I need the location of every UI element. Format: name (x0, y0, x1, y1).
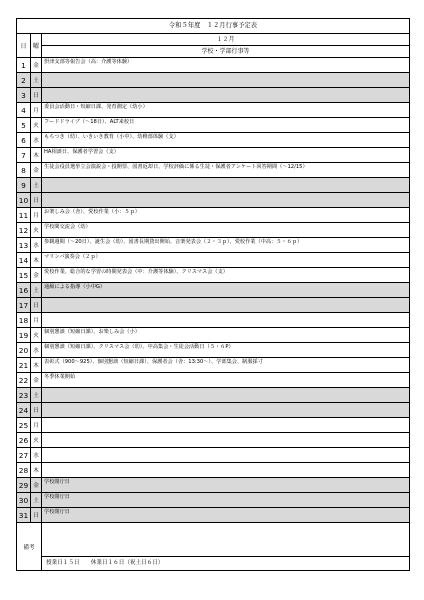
table-row (17, 238, 409, 253)
table-row (17, 388, 409, 403)
row-day: 18 (17, 313, 31, 327)
table-row (17, 118, 409, 133)
row-weekday: 日 (31, 193, 42, 207)
table-row (17, 133, 409, 148)
header-weekday: 曜 (31, 34, 42, 57)
row-event (42, 298, 409, 312)
table-row (17, 403, 409, 418)
row-day: 3 (17, 88, 31, 102)
row-event: 個別懇談（短縮日課）、お楽しみ会（小） (44, 329, 140, 335)
row-weekday: 木 (31, 253, 42, 267)
table-row (17, 358, 409, 373)
row-event: 参観週間（～20日）、誕生会（幼）、図書長期貸出開始、音楽発表会（２・３ｐ）、愛校作業（中高：５・６ｐ） (44, 239, 303, 245)
row-event: 委員会活動日・短縮日課、発育測定（幼小） (44, 104, 148, 110)
schedule-table (16, 18, 410, 571)
table-row (17, 208, 409, 223)
row-weekday: 火 (31, 223, 42, 237)
row-day: 14 (17, 253, 31, 267)
table-row (17, 73, 409, 88)
table-row (17, 328, 409, 343)
row-event (42, 433, 409, 447)
row-day: 17 (17, 298, 31, 312)
table-row (17, 463, 409, 478)
schedule-rows (17, 58, 409, 523)
row-event (42, 178, 409, 192)
row-event: もちつき（幼）、いきいき教育（小中）、幼稚部体験（支） (44, 134, 179, 140)
row-weekday: 火 (31, 328, 42, 342)
row-weekday: 金 (31, 268, 42, 282)
row-day: 24 (17, 403, 31, 417)
table-row (17, 478, 409, 493)
table-row (17, 493, 409, 508)
row-event: 摂津支部等報告会（高：介護等体験） (44, 59, 133, 65)
row-event: 冬季休業開始 (44, 374, 76, 380)
row-weekday: 土 (31, 283, 42, 297)
table-row (17, 508, 409, 523)
row-event: 学校間交流会（幼） (44, 224, 91, 230)
row-weekday: 月 (31, 103, 42, 117)
row-weekday: 日 (31, 298, 42, 312)
table-row (17, 298, 409, 313)
row-day: 11 (17, 208, 31, 222)
row-weekday: 日 (31, 508, 42, 522)
row-weekday: 土 (31, 178, 42, 192)
row-day: 30 (17, 493, 31, 507)
table-row (17, 103, 409, 118)
row-day: 19 (17, 328, 31, 342)
row-day: 21 (17, 358, 31, 372)
row-weekday: 日 (31, 403, 42, 417)
header-month: １２月 (42, 34, 409, 46)
row-weekday: 金 (31, 373, 42, 387)
notes-summary: 授業日１５日 休業日１６日（祝土日６日） (46, 560, 164, 566)
row-event: 学校閉庁日 (42, 508, 409, 522)
row-event: 愛校作業、総合的な学習の時間発表会（中：介護等体験）、クリスマス会（支） (44, 269, 228, 275)
row-day: 31 (17, 508, 31, 522)
row-day: 9 (17, 178, 31, 192)
row-day: 6 (17, 133, 31, 147)
row-event: 学校閉庁日 (42, 493, 409, 507)
row-day: 15 (17, 268, 31, 282)
row-day: 5 (17, 118, 31, 132)
table-row (17, 163, 409, 178)
row-event (42, 418, 409, 432)
header-content (42, 34, 409, 57)
row-weekday: 木 (31, 463, 42, 477)
row-event (42, 73, 409, 87)
row-weekday: 木 (31, 358, 42, 372)
row-day: 8 (17, 163, 31, 177)
row-day: 16 (17, 283, 31, 297)
row-event: 学校閉庁日 (42, 478, 409, 492)
table-row (17, 223, 409, 238)
row-weekday: 月 (31, 418, 42, 432)
table-row (17, 253, 409, 268)
row-event (42, 193, 409, 207)
row-weekday: 水 (31, 133, 42, 147)
header-day: 日 (17, 34, 31, 57)
table-row (17, 313, 409, 328)
table-row (17, 268, 409, 283)
row-day: 27 (17, 448, 31, 462)
row-weekday: 土 (31, 388, 42, 402)
row-weekday: 金 (31, 163, 42, 177)
table-header (17, 34, 409, 58)
table-row (17, 58, 409, 73)
row-event: マリンバ演奏会（２ｐ） (44, 254, 101, 260)
row-weekday: 日 (31, 88, 42, 102)
row-event (42, 88, 409, 102)
row-day: 23 (17, 388, 31, 402)
row-event: フードドライブ（～18日）、ALT来校日 (44, 119, 135, 125)
row-day: 28 (17, 463, 31, 477)
table-row (17, 433, 409, 448)
row-day: 26 (17, 433, 31, 447)
row-day: 7 (17, 148, 31, 162)
table-row (17, 88, 409, 103)
row-event: 生徒会役員選挙立会演説会・投開票、図書返却日、学校評価に係る生徒・保護者アンケート回答期間（～12/15） (44, 164, 308, 170)
row-day: 25 (17, 418, 31, 432)
page-title: 令和５年度 １２月行事予定表 (17, 19, 409, 34)
row-day: 10 (17, 193, 31, 207)
table-row (17, 148, 409, 163)
table-row (17, 283, 409, 298)
notes-section (17, 523, 409, 570)
table-row (17, 373, 409, 388)
row-event: HA相談日、保護者学習会（支） (44, 149, 119, 155)
row-weekday: 土 (31, 493, 42, 507)
row-weekday: 水 (31, 343, 42, 357)
notes-blank (42, 523, 409, 557)
row-day: 4 (17, 103, 31, 117)
row-weekday: 金 (31, 58, 42, 72)
table-row (17, 193, 409, 208)
row-weekday: 木 (31, 148, 42, 162)
row-event: 個別懇談（短縮日課）、クリスマス会（幼）、中高集会・生徒会活動日（５・６P） (44, 344, 234, 350)
table-row (17, 448, 409, 463)
notes-label: 備考 (17, 523, 42, 570)
row-weekday: 月 (31, 313, 42, 327)
table-row (17, 178, 409, 193)
notes-content (42, 523, 409, 570)
row-event: 通級による指導（小中G） (42, 283, 409, 297)
row-day: 1 (17, 58, 31, 72)
header-category: 学校・学部行事等 (201, 48, 250, 55)
row-day: 20 (17, 343, 31, 357)
table-row (17, 343, 409, 358)
row-event: お楽しみ会（舎）、愛校作業（小：５ｐ） (44, 209, 140, 215)
row-event (42, 388, 409, 402)
row-event: 表彰式（900～925）、個別懇談（短縮日課）、保護者会（舎：13:30～）、学部集会、制服採寸 (44, 359, 263, 365)
row-event (42, 448, 409, 462)
row-event (42, 403, 409, 417)
row-weekday: 水 (31, 448, 42, 462)
table-row (17, 418, 409, 433)
row-weekday: 火 (31, 433, 42, 447)
row-event (42, 463, 409, 477)
row-day: 22 (17, 373, 31, 387)
row-weekday: 水 (31, 238, 42, 252)
row-day: 13 (17, 238, 31, 252)
row-weekday: 土 (31, 73, 42, 87)
row-day: 12 (17, 223, 31, 237)
row-day: 29 (17, 478, 31, 492)
row-event (42, 313, 409, 327)
row-day: 2 (17, 73, 31, 87)
row-weekday: 月 (31, 208, 42, 222)
row-weekday: 金 (31, 478, 42, 492)
row-weekday: 火 (31, 118, 42, 132)
